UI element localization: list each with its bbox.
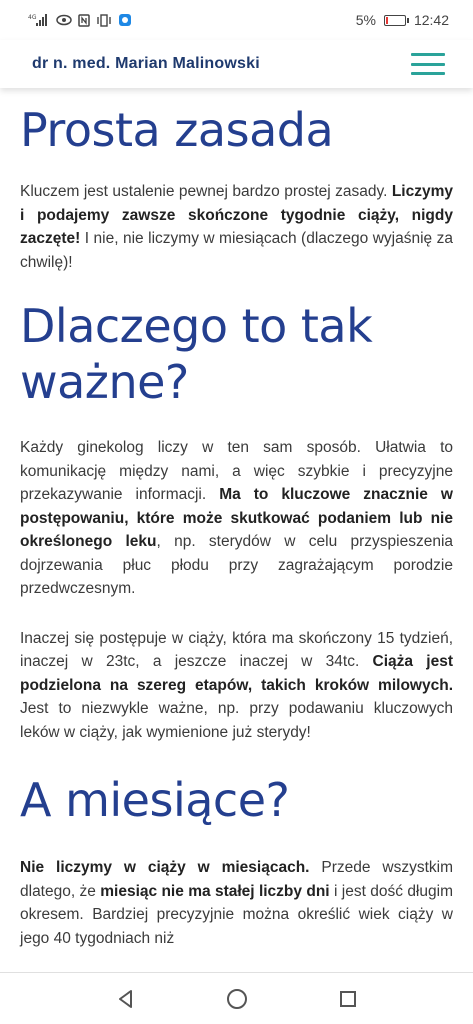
battery-icon [384,15,406,26]
text-span: Przede wszystkim dlatego, że [20,859,453,900]
menu-bar-line [411,53,445,56]
status-bar [0,0,473,40]
menu-bar-line [411,72,445,75]
text-span: i jest dość długim okresem. Bardziej precyzyjnie można określić wiek ciąży w jego 40 tygodniach niż [20,882,453,947]
recents-square-icon[interactable] [333,984,363,1014]
text-span: Jest to niezwykle ważne, np. przy podawaniu kluczowych leków w ciąży, jak wymienione już sterydy! [20,700,453,741]
clock: 12:42 [413,12,449,28]
system-nav-bar [0,972,473,1024]
text-span: I nie, nie liczymy w miesiącach (dlaczego wyjaśnię za chwilę)! [20,230,453,271]
signal-text: 4G [28,14,37,21]
battery-percent: 5% [355,12,376,28]
signal-icon [28,13,50,27]
status-icons-right [356,12,449,28]
text-span: , np. sterydów w celu przyspieszenia dojrzewania płuc płodu przy zagrażającym porodzie przedwczesnym. [20,533,454,597]
text-span: Kluczem jest ustalenie pewnej bardzo prostej zasady. [20,183,392,200]
text-span: Każdy ginekolog liczy w ten sam sposób. Ułatwia to komunikację między nami, a więc szybkie i precyzyjne przekazywanie informacji. [20,439,453,503]
bold-text: miesiąc nie ma stałej liczby dni [100,882,330,900]
bold-text: Nie liczymy w ciąży w miesiącach. [20,859,310,876]
paragraph-ginekolog [20,436,453,601]
site-header [0,40,473,88]
battery-level-fill [386,17,388,24]
hamburger-menu-icon[interactable] [411,53,445,75]
bold-text: Liczymy i podajemy zawsze skończone tygodnie ciąży, nigdy zaczęte! [20,183,453,247]
eye-icon [56,14,72,26]
paragraph-miesiace [20,856,453,950]
article-content[interactable] [0,88,473,972]
status-icons-left [28,13,132,27]
text-span: Inaczej się postępuje w ciąży, która ma skończony 15 tydzień, inaczej w 23tc, a jeszcze inaczej w 34tc. [20,629,453,670]
home-circle-icon[interactable] [222,984,252,1014]
site-title[interactable]: dr n. med. Marian Malinowski [32,55,260,72]
nfc-icon [78,14,90,27]
bold-text: Ma to kluczowe znacznie w postępowaniu, które może skutkować podaniem lub nie określonego leku [20,486,453,550]
back-triangle-icon[interactable] [111,984,141,1014]
menu-bar-line [411,63,445,66]
chat-icon [118,13,132,27]
paragraph-intro [20,180,453,274]
bold-text: Ciąża jest podzielona na szereg etapów, takich kroków milowych. [20,653,453,694]
heading-prosta-zasada: Prosta zasada [20,103,334,157]
paragraph-etapy [20,627,453,745]
heading-a-miesiace: A miesiące? [20,773,290,827]
vibrate-icon [96,14,112,27]
heading-dlaczego: Dlaczego to tak ważne? [20,299,373,409]
